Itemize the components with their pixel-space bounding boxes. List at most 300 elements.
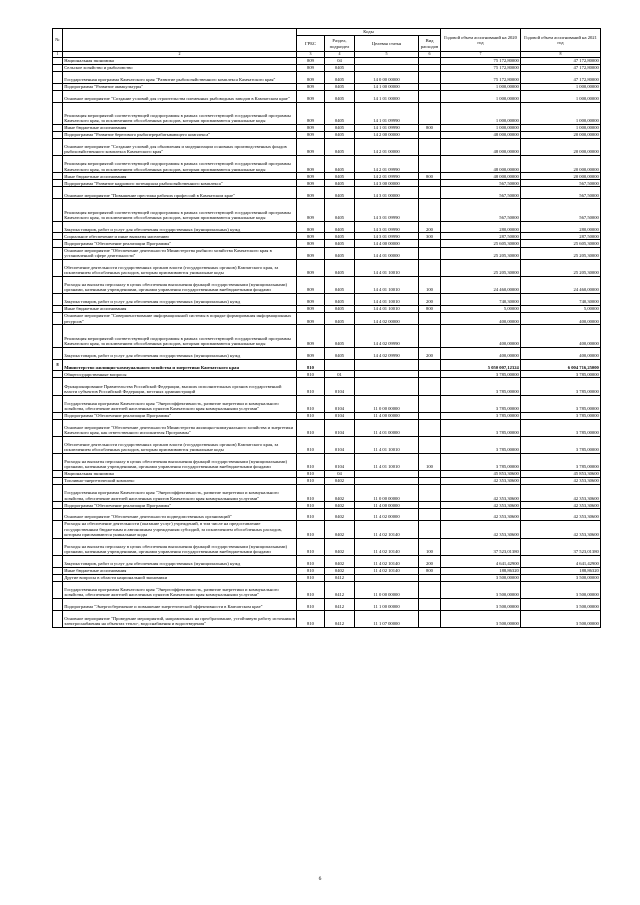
row-number bbox=[53, 173, 63, 180]
row-razdel: 0405 bbox=[325, 83, 355, 90]
row-grbs: 809 bbox=[297, 347, 325, 359]
row-target-article: 14 4 01 10010 bbox=[355, 259, 419, 276]
row-number bbox=[53, 555, 63, 567]
row-number bbox=[53, 305, 63, 312]
row-target-article bbox=[355, 470, 419, 477]
table-row bbox=[53, 521, 601, 539]
row-amount-2020: 1 000,00000 bbox=[441, 124, 521, 131]
row-name: Социальное обеспечение и иные выплаты населению bbox=[63, 233, 297, 240]
row-expense-type bbox=[419, 581, 441, 598]
row-amount-2021: 4 641,42900 bbox=[521, 555, 601, 567]
row-expense-type: 200 bbox=[419, 294, 441, 306]
row-razdel: 0104 bbox=[325, 419, 355, 436]
row-grbs: 809 bbox=[297, 180, 325, 187]
row-grbs: 810 bbox=[297, 395, 325, 412]
row-amount-2021: 3 785,00000 bbox=[521, 419, 601, 436]
row-amount-2021: 25 205,30000 bbox=[521, 247, 601, 259]
row-expense-type bbox=[419, 598, 441, 610]
row-amount-2021: 1 000,00000 bbox=[521, 90, 601, 102]
row-name: Реализация мероприятий соответствующей подпрограммы в рамках соответствующей государственной программы Камчатского края, за исключением обособленных расходов, которым присваиваются уникальные коды bbox=[63, 325, 297, 347]
row-amount-2021: 567,50000 bbox=[521, 187, 601, 199]
row-grbs: 810 bbox=[297, 453, 325, 470]
row-grbs: 810 bbox=[297, 538, 325, 555]
row-target-article: 11 0 00 00000 bbox=[355, 485, 419, 502]
column-number: 7 bbox=[441, 52, 521, 58]
table-row bbox=[53, 395, 601, 412]
row-amount-2021: 3 785,00000 bbox=[521, 412, 601, 419]
row-grbs: 810 bbox=[297, 485, 325, 502]
row-expense-type bbox=[419, 502, 441, 509]
row-grbs: 809 bbox=[297, 139, 325, 156]
row-razdel: 0402 bbox=[325, 567, 355, 574]
row-number bbox=[53, 221, 63, 233]
table-row bbox=[53, 502, 601, 509]
row-target-article: 11 4 00 00000 bbox=[355, 502, 419, 509]
row-amount-2020: 567,50000 bbox=[441, 180, 521, 187]
row-name: Иные бюджетные ассигнования bbox=[63, 124, 297, 131]
row-name: Топливно-энергетический комплекс bbox=[63, 478, 297, 485]
row-razdel: 0412 bbox=[325, 574, 355, 581]
row-number bbox=[53, 478, 63, 485]
row-number bbox=[53, 419, 63, 436]
row-expense-type bbox=[419, 187, 441, 199]
row-razdel: 0405 bbox=[325, 221, 355, 233]
row-number bbox=[53, 277, 63, 294]
row-grbs: 809 bbox=[297, 305, 325, 312]
row-grbs: 809 bbox=[297, 187, 325, 199]
table-row bbox=[53, 277, 601, 294]
row-amount-2021: 287,50000 bbox=[521, 233, 601, 240]
row-razdel: 0412 bbox=[325, 610, 355, 627]
row-expense-type bbox=[419, 610, 441, 627]
table-row bbox=[53, 325, 601, 347]
row-amount-2020: 3 500,00000 bbox=[441, 610, 521, 627]
row-amount-2021: 3 785,00000 bbox=[521, 371, 601, 378]
row-target-article: 14 1 01 09990 bbox=[355, 102, 419, 124]
row-name: Иные бюджетные ассигнования bbox=[63, 173, 297, 180]
row-amount-2020: 3 785,00000 bbox=[441, 419, 521, 436]
row-grbs: 809 bbox=[297, 156, 325, 173]
table-row bbox=[53, 156, 601, 173]
table-row bbox=[53, 139, 601, 156]
row-name: Расходы на обеспечение деятельности (оказание услуг) учреждений, в том числе на предоставление государственным бюджетным и автономным учреждениям субсидий, за исключением обособленных расходов, которым присваиваются уникальные коды bbox=[63, 521, 297, 539]
table-row bbox=[53, 131, 601, 138]
row-razdel: 0405 bbox=[325, 325, 355, 347]
row-razdel: 0402 bbox=[325, 502, 355, 509]
table-row bbox=[53, 371, 601, 378]
row-expense-type bbox=[419, 312, 441, 324]
row-name: Министерство жилищно-коммунального хозяйства и энергетики Камчатского края bbox=[63, 359, 297, 371]
table-row bbox=[53, 57, 601, 64]
row-razdel: 0405 bbox=[325, 180, 355, 187]
header-2020: Годовой объем ассигнований на 2020 год bbox=[441, 29, 521, 52]
row-amount-2020: 48 000,00000 bbox=[441, 131, 521, 138]
row-grbs: 809 bbox=[297, 233, 325, 240]
row-target-article: 14 4 00 00000 bbox=[355, 240, 419, 247]
row-expense-type bbox=[419, 139, 441, 156]
row-amount-2020: 75 172,80000 bbox=[441, 64, 521, 71]
row-number bbox=[53, 139, 63, 156]
table-row bbox=[53, 538, 601, 555]
row-number bbox=[53, 124, 63, 131]
row-amount-2020: 3 785,00000 bbox=[441, 395, 521, 412]
table-row bbox=[53, 199, 601, 221]
table-row bbox=[53, 436, 601, 453]
row-target-article: 14 1 01 09990 bbox=[355, 124, 419, 131]
row-grbs: 810 bbox=[297, 470, 325, 477]
row-expense-type: 100 bbox=[419, 538, 441, 555]
table-row bbox=[53, 221, 601, 233]
row-number bbox=[53, 233, 63, 240]
row-name: Сельское хозяйство и рыболовство bbox=[63, 64, 297, 71]
row-amount-2021: 42 353,30600 bbox=[521, 502, 601, 509]
row-grbs: 810 bbox=[297, 509, 325, 521]
row-target-article: 14 4 02 09990 bbox=[355, 347, 419, 359]
row-amount-2021: 37 523,01380 bbox=[521, 538, 601, 555]
row-expense-type bbox=[419, 574, 441, 581]
row-target-article: 14 1 00 00000 bbox=[355, 83, 419, 90]
row-number bbox=[53, 509, 63, 521]
table-row bbox=[53, 470, 601, 477]
row-amount-2021: 740,30000 bbox=[521, 294, 601, 306]
row-amount-2020: 42 353,30600 bbox=[441, 509, 521, 521]
row-razdel: 0104 bbox=[325, 412, 355, 419]
row-target-article: 11 4 01 10010 bbox=[355, 436, 419, 453]
table-row bbox=[53, 259, 601, 276]
row-amount-2021: 567,50000 bbox=[521, 199, 601, 221]
row-expense-type bbox=[419, 57, 441, 64]
row-grbs: 810 bbox=[297, 378, 325, 395]
header-name bbox=[63, 29, 297, 52]
row-target-article: 14 4 01 10010 bbox=[355, 294, 419, 306]
row-target-article bbox=[355, 359, 419, 371]
row-expense-type bbox=[419, 83, 441, 90]
row-name: Государственная программа Камчатского края "Энергоэффективность, развитие энергетики и коммунального хозяйства, обеспечение жителей населенных пунктов Камчатского края коммунальными услугами" bbox=[63, 581, 297, 598]
row-number bbox=[53, 312, 63, 324]
row-amount-2020: 42 353,30600 bbox=[441, 478, 521, 485]
row-amount-2021: 400,00000 bbox=[521, 347, 601, 359]
row-amount-2021: 47 172,80000 bbox=[521, 57, 601, 64]
row-amount-2021: 280,00000 bbox=[521, 221, 601, 233]
row-expense-type: 200 bbox=[419, 347, 441, 359]
row-razdel: 0104 bbox=[325, 436, 355, 453]
header-2021: Годовой объем ассигнований на 2021 год bbox=[521, 29, 601, 52]
row-name: Национальная экономика bbox=[63, 470, 297, 477]
budget-page bbox=[52, 28, 600, 628]
row-razdel: 0405 bbox=[325, 294, 355, 306]
row-expense-type: 300 bbox=[419, 233, 441, 240]
row-target-article bbox=[355, 574, 419, 581]
row-amount-2021: 3 500,00000 bbox=[521, 574, 601, 581]
row-grbs: 810 bbox=[297, 478, 325, 485]
row-grbs: 809 bbox=[297, 124, 325, 131]
row-amount-2021: 25 205,30000 bbox=[521, 259, 601, 276]
row-amount-2021: 3 500,00000 bbox=[521, 598, 601, 610]
row-grbs: 809 bbox=[297, 64, 325, 71]
table-row bbox=[53, 509, 601, 521]
row-number bbox=[53, 199, 63, 221]
table-row bbox=[53, 378, 601, 395]
row-amount-2020: 75 172,80000 bbox=[441, 71, 521, 83]
row-grbs: 809 bbox=[297, 173, 325, 180]
row-name: Подпрограмма "Обеспечение реализации Программы" bbox=[63, 240, 297, 247]
row-expense-type: 200 bbox=[419, 221, 441, 233]
row-expense-type: 800 bbox=[419, 124, 441, 131]
row-number bbox=[53, 71, 63, 83]
row-amount-2020: 4 641,42900 bbox=[441, 555, 521, 567]
header-cs: Целевая статья bbox=[355, 36, 419, 52]
row-name: Расходы на выплаты персоналу в целях обеспечения выполнения функций государственными (муниципальными) органами, казенными учреждениями, органами управления государственными внебюджетными фондами bbox=[63, 277, 297, 294]
row-razdel: 01 bbox=[325, 371, 355, 378]
row-amount-2021: 42 353,30600 bbox=[521, 509, 601, 521]
row-amount-2020: 5 050 007,12324 bbox=[441, 359, 521, 371]
table-row bbox=[53, 180, 601, 187]
row-amount-2020: 42 353,30600 bbox=[441, 502, 521, 509]
row-target-article: 11 1 07 00000 bbox=[355, 610, 419, 627]
table-row bbox=[53, 312, 601, 324]
row-razdel: 0402 bbox=[325, 538, 355, 555]
row-razdel: 0405 bbox=[325, 131, 355, 138]
row-number bbox=[53, 83, 63, 90]
row-target-article: 11 4 02 10140 bbox=[355, 567, 419, 574]
row-grbs: 810 bbox=[297, 567, 325, 574]
row-razdel: 0412 bbox=[325, 598, 355, 610]
row-amount-2020: 400,00000 bbox=[441, 325, 521, 347]
row-target-article: 14 0 00 00000 bbox=[355, 71, 419, 83]
row-grbs: 810 bbox=[297, 412, 325, 419]
row-razdel: 0402 bbox=[325, 485, 355, 502]
column-number: 8 bbox=[521, 52, 601, 58]
table-row bbox=[53, 247, 601, 259]
row-number bbox=[53, 412, 63, 419]
row-number bbox=[53, 521, 63, 539]
row-name: Подпрограмма "Развитие берегового рыбоперерабатывающего комплекса" bbox=[63, 131, 297, 138]
row-razdel: 0402 bbox=[325, 555, 355, 567]
row-expense-type bbox=[419, 478, 441, 485]
header-razdel: Раздел, подраздел bbox=[325, 36, 355, 52]
row-amount-2021: 42 353,30600 bbox=[521, 485, 601, 502]
row-name: Основное мероприятие "Совершенствование информационной системы в порядке формирования информационных ресурсов" bbox=[63, 312, 297, 324]
row-razdel: 0104 bbox=[325, 378, 355, 395]
row-number bbox=[53, 240, 63, 247]
table-row bbox=[53, 598, 601, 610]
row-name: Подпрограмма "Развитие аквакультуры" bbox=[63, 83, 297, 90]
row-number bbox=[53, 259, 63, 276]
row-name: Государственная программа Камчатского края "Развитие рыбохозяйственного комплекса Камчатского края" bbox=[63, 71, 297, 83]
row-razdel: 04 bbox=[325, 57, 355, 64]
row-razdel bbox=[325, 359, 355, 371]
row-grbs: 810 bbox=[297, 371, 325, 378]
row-amount-2020: 740,30000 bbox=[441, 294, 521, 306]
row-name: Расходы на выплаты персоналу в целях обеспечения выполнения функций государственными (муниципальными) органами, казенными учреждениями, органами управления государственными внебюджетными фондами bbox=[63, 453, 297, 470]
table-row bbox=[53, 305, 601, 312]
table-row bbox=[53, 64, 601, 71]
table-row bbox=[53, 90, 601, 102]
row-amount-2021: 47 172,80000 bbox=[521, 71, 601, 83]
row-razdel: 0405 bbox=[325, 64, 355, 71]
row-razdel: 0405 bbox=[325, 71, 355, 83]
row-number bbox=[53, 156, 63, 173]
row-razdel: 0405 bbox=[325, 240, 355, 247]
row-amount-2020: 45 853,30600 bbox=[441, 470, 521, 477]
row-target-article: 14 2 01 00000 bbox=[355, 139, 419, 156]
row-number bbox=[53, 102, 63, 124]
row-amount-2021: 3 785,00000 bbox=[521, 453, 601, 470]
row-razdel: 0405 bbox=[325, 139, 355, 156]
table-row bbox=[53, 124, 601, 131]
row-expense-type bbox=[419, 485, 441, 502]
table-row bbox=[53, 478, 601, 485]
row-expense-type bbox=[419, 247, 441, 259]
row-amount-2020: 3 500,00000 bbox=[441, 598, 521, 610]
row-target-article bbox=[355, 378, 419, 395]
row-name: Расходы на выплаты персоналу в целях обеспечения выполнения функций государственными (муниципальными) органами, казенными учреждениями, органами управления государственными внебюджетными фондами bbox=[63, 538, 297, 555]
row-target-article: 11 4 00 00000 bbox=[355, 412, 419, 419]
table-header bbox=[53, 29, 601, 58]
row-razdel: 0405 bbox=[325, 312, 355, 324]
row-amount-2020: 3 785,00000 bbox=[441, 371, 521, 378]
column-number: 5 bbox=[355, 52, 419, 58]
row-grbs: 809 bbox=[297, 57, 325, 64]
row-target-article: 14 1 01 00000 bbox=[355, 90, 419, 102]
row-amount-2021: 5,00000 bbox=[521, 305, 601, 312]
row-expense-type bbox=[419, 521, 441, 539]
row-amount-2021: 1 000,00000 bbox=[521, 124, 601, 131]
row-razdel: 0402 bbox=[325, 478, 355, 485]
row-razdel: 0402 bbox=[325, 509, 355, 521]
row-razdel: 0412 bbox=[325, 581, 355, 598]
row-amount-2021: 6 004 716,25000 bbox=[521, 359, 601, 371]
row-target-article: 14 3 01 09990 bbox=[355, 233, 419, 240]
row-expense-type bbox=[419, 71, 441, 83]
row-grbs: 809 bbox=[297, 83, 325, 90]
row-amount-2021: 24 460,00000 bbox=[521, 277, 601, 294]
row-target-article: 11 4 01 00000 bbox=[355, 419, 419, 436]
row-number bbox=[53, 64, 63, 71]
row-expense-type: 800 bbox=[419, 305, 441, 312]
row-expense-type bbox=[419, 90, 441, 102]
row-name: Основное мероприятие "Повышение престижа рабочих профессий в Камчатском крае" bbox=[63, 187, 297, 199]
row-number bbox=[53, 453, 63, 470]
row-expense-type bbox=[419, 156, 441, 173]
table-row bbox=[53, 83, 601, 90]
row-razdel: 0405 bbox=[325, 347, 355, 359]
row-number bbox=[53, 371, 63, 378]
row-target-article bbox=[355, 64, 419, 71]
row-name: Другие вопросы в области национальной экономики bbox=[63, 574, 297, 581]
row-amount-2021: 400,00000 bbox=[521, 312, 601, 324]
row-grbs: 810 bbox=[297, 419, 325, 436]
row-grbs: 809 bbox=[297, 240, 325, 247]
row-name: Подпрограмма "Обеспечение реализации Программы" bbox=[63, 502, 297, 509]
column-number: 1 bbox=[53, 52, 63, 58]
row-amount-2020: 3 500,00000 bbox=[441, 574, 521, 581]
row-name: Основное мероприятие "Обеспечение деятельности Министерства жилищно-коммунального хозяйства и энергетики Камчатского края, как ответственного исполнителя Программы" bbox=[63, 419, 297, 436]
header-vr: Вид расходов bbox=[419, 36, 441, 52]
table-row bbox=[53, 102, 601, 124]
row-razdel: 0405 bbox=[325, 259, 355, 276]
row-name: Закупка товаров, работ и услуг для обеспечения государственных (муниципальных) нужд bbox=[63, 555, 297, 567]
row-amount-2020: 37 523,01380 bbox=[441, 538, 521, 555]
row-amount-2021: 400,00000 bbox=[521, 325, 601, 347]
row-name: Подпрограмма "Энергосбережение и повышение энергетической эффективности в Камчатском крае" bbox=[63, 598, 297, 610]
row-grbs: 810 bbox=[297, 598, 325, 610]
row-grbs: 809 bbox=[297, 71, 325, 83]
table-row bbox=[53, 555, 601, 567]
row-name: Обеспечение деятельности государственных органов власти (государственных органов) Камчатского края, за исключением обособленных расходов, которым присваиваются уникальные коды bbox=[63, 259, 297, 276]
row-name: Государственная программа Камчатского края "Энергоэффективность, развитие энергетики и коммунального хозяйства, обеспечение жителей населенных пунктов Камчатского края коммунальными услугами" bbox=[63, 395, 297, 412]
row-number bbox=[53, 574, 63, 581]
row-amount-2020: 1 000,00000 bbox=[441, 102, 521, 124]
row-expense-type: 100 bbox=[419, 277, 441, 294]
row-number bbox=[53, 131, 63, 138]
table-row bbox=[53, 581, 601, 598]
row-grbs: 809 bbox=[297, 90, 325, 102]
row-grbs: 810 bbox=[297, 502, 325, 509]
row-name: Государственная программа Камчатского края "Энергоэффективность, развитие энергетики и коммунального хозяйства, обеспечение жителей населенных пунктов Камчатского края коммунальными услугами" bbox=[63, 485, 297, 502]
row-target-article: 11 4 02 10140 bbox=[355, 555, 419, 567]
row-name: Реализация мероприятий соответствующей подпрограммы в рамках соответствующей государственной программы Камчатского края, за исключением обособленных расходов, которым присваиваются уникальные коды bbox=[63, 156, 297, 173]
table-row bbox=[53, 485, 601, 502]
row-grbs: 809 bbox=[297, 325, 325, 347]
row-expense-type bbox=[419, 259, 441, 276]
row-target-article bbox=[355, 371, 419, 378]
row-amount-2021: 567,50000 bbox=[521, 180, 601, 187]
row-expense-type: 200 bbox=[419, 555, 441, 567]
row-amount-2020: 48 000,00000 bbox=[441, 173, 521, 180]
row-amount-2021: 3 785,00000 bbox=[521, 436, 601, 453]
row-amount-2020: 48 000,00000 bbox=[441, 156, 521, 173]
row-number bbox=[53, 502, 63, 509]
row-name: Реализация мероприятий соответствующей подпрограммы в рамках соответствующей государственной программы Камчатского края, за исключением обособленных расходов, которым присваиваются уникальные коды bbox=[63, 102, 297, 124]
row-expense-type bbox=[419, 102, 441, 124]
row-amount-2020: 188,86320 bbox=[441, 567, 521, 574]
row-target-article: 14 4 01 10010 bbox=[355, 305, 419, 312]
row-amount-2021: 25 605,30000 bbox=[521, 240, 601, 247]
row-razdel: 0405 bbox=[325, 187, 355, 199]
row-razdel: 0405 bbox=[325, 199, 355, 221]
row-grbs: 809 bbox=[297, 259, 325, 276]
row-number bbox=[53, 470, 63, 477]
row-amount-2021: 20 000,00000 bbox=[521, 131, 601, 138]
row-name: Общегосударственные вопросы bbox=[63, 371, 297, 378]
row-name: Закупка товаров, работ и услуг для обеспечения государственных (муниципальных) нужд bbox=[63, 294, 297, 306]
row-target-article: 14 4 01 10010 bbox=[355, 277, 419, 294]
row-razdel: 0402 bbox=[325, 521, 355, 539]
row-amount-2020: 400,00000 bbox=[441, 312, 521, 324]
table-row bbox=[53, 347, 601, 359]
row-expense-type bbox=[419, 325, 441, 347]
row-expense-type bbox=[419, 64, 441, 71]
row-amount-2021: 45 853,30600 bbox=[521, 470, 601, 477]
page-number: 6 bbox=[318, 876, 322, 882]
row-expense-type: 800 bbox=[419, 173, 441, 180]
row-amount-2020: 3 785,00000 bbox=[441, 453, 521, 470]
row-number: 8 bbox=[53, 359, 63, 371]
row-target-article: 14 2 00 00000 bbox=[355, 131, 419, 138]
column-number: 4 bbox=[325, 52, 355, 58]
row-amount-2020: 1 000,00000 bbox=[441, 83, 521, 90]
row-target-article: 14 3 01 09990 bbox=[355, 221, 419, 233]
row-name: Иные бюджетные ассигнования bbox=[63, 305, 297, 312]
row-name: Основное мероприятие "Создание условий для строительства племенных рыбоводных заводов в Камчатском крае" bbox=[63, 90, 297, 102]
table-row bbox=[53, 233, 601, 240]
header-num: № bbox=[53, 29, 63, 52]
row-razdel: 0405 bbox=[325, 90, 355, 102]
table-row bbox=[53, 240, 601, 247]
row-number bbox=[53, 187, 63, 199]
row-amount-2021: 188,86320 bbox=[521, 567, 601, 574]
